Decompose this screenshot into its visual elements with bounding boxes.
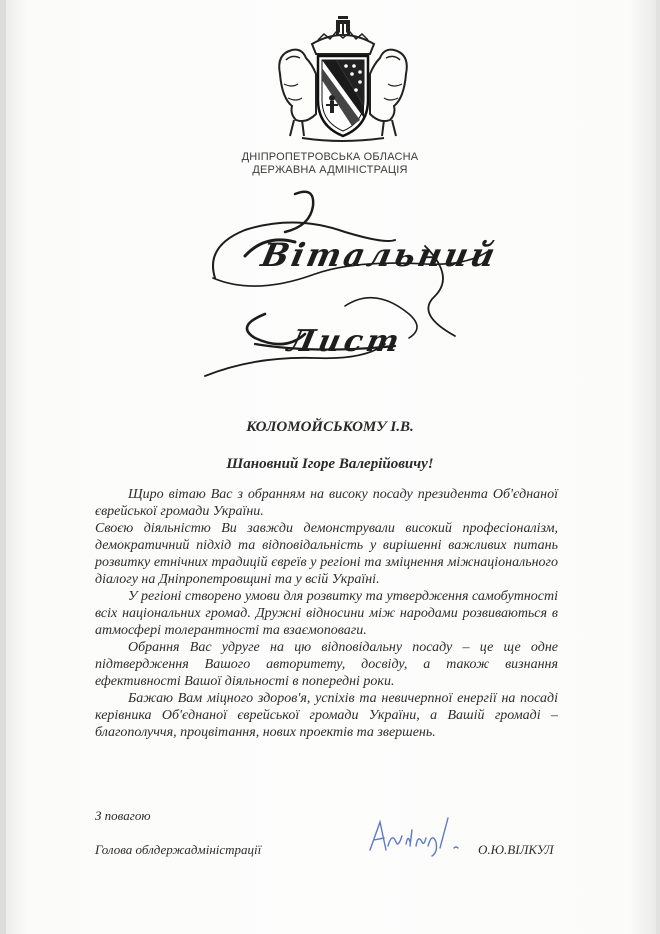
addressee: КОЛОМОЙСЬКОМУ І.В. [246, 419, 414, 435]
paragraph: Обрання Вас удруге на цю відповідальну посаду – це ще одне підтвердження Вашого авторитету, досвіду, а також визнання ефективності Вашої діяльності в попередні роки. [95, 640, 558, 689]
signer-name: О.Ю.ВІЛКУЛ [478, 842, 554, 857]
paragraph: У регіоні створено умови для розвитку та утвердження самобутності всіх національних громад. Дружні відносини між народами розвиваються в атмосфері толерантності та взаємоповаги. [95, 589, 558, 638]
dnipropetrovsk-oblast-coat-of-arms-icon [272, 14, 414, 144]
closing-regards: З повагою [95, 808, 151, 823]
signer-position: Голова облдержадміністрації [95, 842, 262, 857]
title-word-letter: Лист [284, 324, 407, 359]
handwritten-signature [366, 812, 466, 860]
paragraph: Своєю діяльністю Ви завжди демонстрували високий професіоналізм, демократичний підхід та відповідальність у вирішенні важливих питань розвитку етнічних традицій євреїв у регіоні та зміцнення міжнаціонального діалогу на Дніпропетровщині та у всій Україні. [95, 521, 558, 587]
organization-name [200, 151, 460, 177]
title-word-greeting: Вітальний [257, 236, 502, 274]
organization-name-line1: ДНІПРОПЕТРОВСЬКА ОБЛАСНА [241, 151, 419, 163]
letter-body [95, 486, 558, 741]
salutation: Шановний Ігоре Валерійовичу! [226, 456, 434, 472]
paragraph: Щиро вітаю Вас з обранням на високу посаду президента Об'єднаної єврейської громади України. [95, 487, 558, 519]
organization-name-line2: ДЕРЖАВНА АДМІНІСТРАЦІЯ [252, 164, 408, 176]
paragraph: Бажаю Вам міцного здоров'я, успіхів та невичерпної енергії на посаді керівника Об'єднаної єврейської громади України, а Вашій громаді – благополуччя, процвітання, нових проектів та звершень. [95, 691, 558, 740]
